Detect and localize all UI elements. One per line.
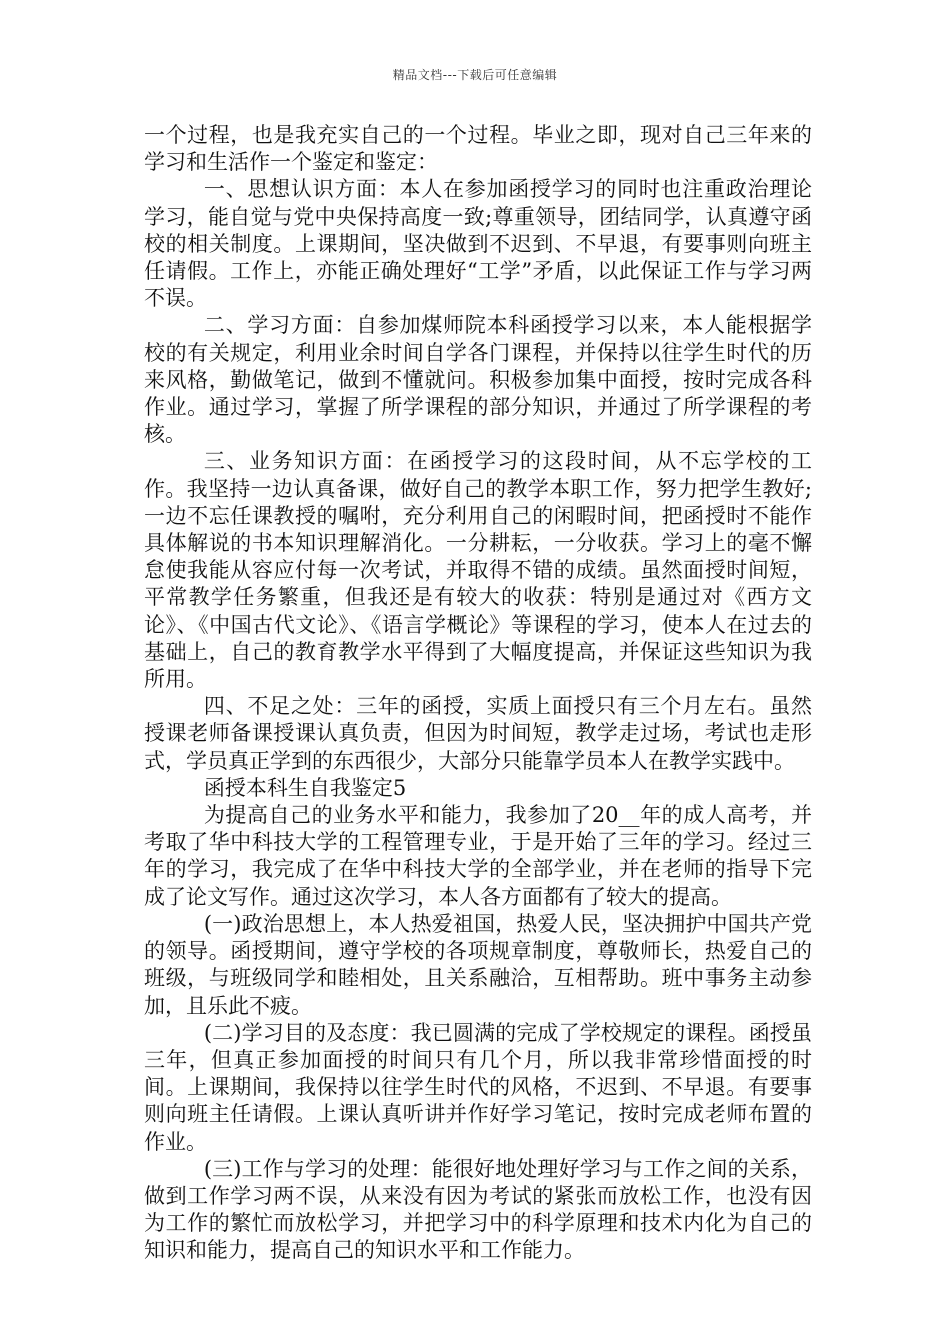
paragraph-attitude: (二)学习目的及态度：我已圆满的完成了学校规定的课程。函授虽三年，但真正参加面授的时间只有几个月，所以我非常珍惜面授的时间。上课期间，我保持以往学生时代的风格，不迟到、不早退。有要事则向班主任请假。上课认真听讲并作好学习笔记，按时完成老师布置的作业。 — [144, 1020, 812, 1154]
paragraph-study: 二、学习方面：自参加煤师院本科函授学习以来，本人能根据学校的有关规定，利用业余时间自学各门课程，并保持以往学生时代的历来风格，勤做笔记，做到不懂就问。积极参加集中面授，按时完成各科作业。通过学习，掌握了所学课程的部分知识，并通过了所学课程的考核。 — [144, 313, 812, 447]
paragraph-ideology: 一、思想认识方面：本人在参加函授学习的同时也注重政治理论学习，能自觉与党中央保持高度一致;尊重领导，团结同学，认真遵守函校的相关制度。上课期间，坚决做到不迟到、不早退，有要事则向班主任请假。工作上，亦能正确处理好“工学”矛盾，以此保证工作与学习两不误。 — [144, 177, 812, 311]
paragraph-business-knowledge: 三、业务知识方面：在函授学习的这段时间，从不忘学校的工作。我坚持一边认真备课，做好自己的教学本职工作，努力把学生教好;一边不忘任课教授的嘱咐，充分利用自己的闲暇时间，把函授时不能作具体解说的书本知识理解消化。一分耕耘，一分收获。学习上的毫不懈怠使我能从容应付每一次考试，并取得不错的成绩。虽然面授时间短，平常教学任务繁重，但我还是有较大的收获：特别是通过对《西方文论》、《中国古代文论》、《语言学概论》等课程的学习，使本人在过去的基础上，自己的教育教学水平得到了大幅度提高，并保证这些知识为我所用。 — [144, 449, 812, 692]
page-header: 精品文档---下载后可任意编辑 — [392, 68, 558, 82]
paragraph-intro: 一个过程，也是我充实自己的一个过程。毕业之即，现对自己三年来的学习和生活作一个鉴定和鉴定： — [144, 123, 812, 175]
document-body — [144, 122, 812, 1265]
paragraph-politics: (一)政治思想上，本人热爱祖国，热爱人民，坚决拥护中国共产党的领导。函授期间，遵守学校的各项规章制度，尊敬师长，热爱自己的班级，与班级同学和睦相处，且关系融洽，互相帮助。班中事务主动参加，且乐此不疲。 — [144, 911, 812, 1018]
paragraph-background: 为提高自己的业务水平和能力，我参加了20__年的成人高考，并考取了华中科技大学的工程管理专业，于是开始了三年的学习。经过三年的学习，我完成了在华中科技大学的全部学业，并在老师的指导下完成了论文写作。通过这次学习，本人各方面都有了较大的提高。 — [144, 803, 812, 909]
paragraph-work-study: (三)工作与学习的处理：能很好地处理好学习与工作之间的关系，做到工作学习两不误，从来没有因为考试的紧张而放松工作，也没有因为工作的繁忙而放松学习，并把学习中的科学原理和技术内化为自己的知识和能力，提高自己的知识水平和工作能力。 — [144, 1156, 812, 1263]
section-heading: 函授本科生自我鉴定5 — [203, 775, 407, 800]
paragraph-shortcomings: 四、不足之处：三年的函授，实质上面授只有三个月左右。虽然授课老师备课授课认真负责，但因为时间短，教学走过场，考试也走形式，学员真正学到的东西很少，大部分只能靠学员本人在教学实践中。 — [144, 694, 812, 773]
